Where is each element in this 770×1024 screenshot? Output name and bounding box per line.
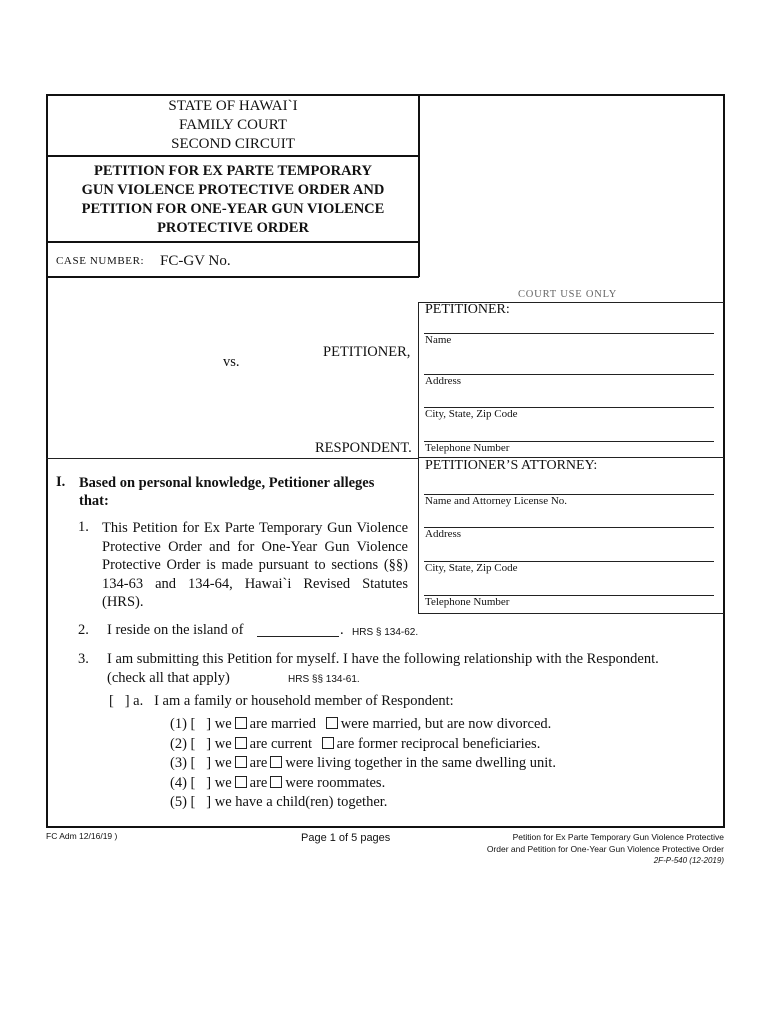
attorney-phone-label: Telephone Number xyxy=(425,596,510,608)
option-text: are xyxy=(249,774,268,791)
option-text: were roommates. xyxy=(285,774,386,791)
checkbox-icon[interactable] xyxy=(270,776,282,788)
header-divider-3 xyxy=(46,276,419,278)
relationship-option-2 xyxy=(170,735,556,755)
petitioner-phone-label: Telephone Number xyxy=(425,442,510,454)
form-right-border xyxy=(723,94,725,826)
option-checkbox[interactable]: [ ] xyxy=(190,735,212,752)
item3-text: I am submitting this Petition for myself. I have the following relationship with the Respondent. xyxy=(107,651,659,667)
petitioner-address-label: Address xyxy=(425,375,462,387)
item3-statute-ref: HRS §§ 134-61. xyxy=(288,674,360,685)
form-top-border xyxy=(46,94,724,96)
header-divider-2 xyxy=(46,241,419,243)
item1-line: Protective Order is made pursuant to sections (§§) xyxy=(102,557,408,573)
footer-title-line: Order and Petition for One-Year Gun Violence Protective Order xyxy=(486,844,724,854)
option-number: (5) xyxy=(170,794,187,810)
option-number: (3) xyxy=(170,755,187,771)
item1-text xyxy=(102,519,408,612)
section-numeral: I. xyxy=(56,474,66,490)
court-header xyxy=(48,97,418,154)
item1-line: (HRS). xyxy=(102,594,144,610)
option-text: we xyxy=(214,735,232,752)
footer-page-number: Page 1 of 5 pages xyxy=(301,832,391,844)
item1-line: 134-63 and 134-64, Hawai`i Revised Statutes xyxy=(102,575,408,592)
petitioner-name-label: Name xyxy=(425,334,452,346)
header-divider-1 xyxy=(46,155,419,157)
petitioner-box-title: PETITIONER: xyxy=(425,302,510,317)
item2-period: . xyxy=(340,622,344,638)
petitioner-city-label: City, State, Zip Code xyxy=(425,408,518,420)
checkbox-icon[interactable] xyxy=(326,717,338,729)
option-a[interactable]: [ ] a. I am a family or household member of Respondent: xyxy=(109,693,454,709)
relationship-option-5 xyxy=(170,793,556,813)
vs-label: vs. xyxy=(223,354,240,370)
document-title xyxy=(48,162,418,238)
relationship-option-4 xyxy=(170,774,556,794)
checkbox-icon[interactable] xyxy=(235,717,247,729)
attorney-box-bottom xyxy=(418,613,724,614)
name-line[interactable] xyxy=(424,333,714,334)
address-line[interactable] xyxy=(424,374,714,375)
option-text: we xyxy=(214,716,232,732)
section-heading-line: Based on personal knowledge, Petitioner alleges xyxy=(79,475,375,491)
court-name: FAMILY COURT xyxy=(178,117,288,133)
state-name: STATE OF HAWAI`I xyxy=(168,98,298,114)
item1-line: Protective Order and for One-Year Gun Violence xyxy=(102,538,408,555)
checkbox-icon[interactable] xyxy=(235,776,247,788)
parties-bottom-line xyxy=(46,458,419,459)
item3-number: 3. xyxy=(78,651,89,667)
option-number: (4) xyxy=(170,774,187,791)
title-line: PROTECTIVE ORDER xyxy=(157,220,309,236)
title-line: PETITION FOR ONE-YEAR GUN VIOLENCE xyxy=(81,201,385,217)
option-text: are current xyxy=(249,735,313,752)
option-text: were living together in the same dwelling unit. xyxy=(285,755,556,771)
option-text: are former reciprocal beneficiaries. xyxy=(336,735,541,752)
checkbox-icon[interactable] xyxy=(270,756,282,768)
checkbox-icon[interactable] xyxy=(322,737,334,749)
item2-number: 2. xyxy=(78,622,89,638)
attorney-address-line[interactable] xyxy=(424,527,714,528)
item3-check-all: (check all that apply) xyxy=(107,670,230,686)
option-number: (2) xyxy=(170,735,187,752)
respondent-label: RESPONDENT. xyxy=(315,440,412,456)
checkbox-icon[interactable] xyxy=(235,756,247,768)
option-checkbox[interactable]: [ ] xyxy=(190,794,212,810)
attorney-box-title: PETITIONER’S ATTORNEY: xyxy=(425,458,598,473)
option-checkbox[interactable]: [ ] xyxy=(190,716,212,732)
court-use-only-label: COURT USE ONLY xyxy=(518,289,618,300)
option-checkbox[interactable]: [ ] xyxy=(190,755,212,771)
option-text: we xyxy=(214,755,232,771)
footer-form-code: FC Adm 12/16/19 ) xyxy=(46,831,118,841)
circuit-name: SECOND CIRCUIT xyxy=(171,136,295,152)
section-heading xyxy=(79,474,374,510)
option-text: we xyxy=(214,774,232,791)
form-bottom-border xyxy=(46,826,725,828)
petitioner-label: PETITIONER, xyxy=(323,344,411,360)
option-text: are married xyxy=(249,716,317,732)
item1-number: 1. xyxy=(78,519,89,535)
relationship-options xyxy=(170,715,556,813)
checkbox-icon[interactable] xyxy=(235,737,247,749)
header-column-divider xyxy=(418,94,420,277)
attorney-name-label: Name and Attorney License No. xyxy=(425,495,568,507)
item1-line: This Petition for Ex Parte Temporary Gun Violence xyxy=(102,520,408,536)
option-text: we have a child(ren) together. xyxy=(214,794,388,810)
item2-text: I reside on the island of xyxy=(107,622,244,638)
title-line: GUN VIOLENCE PROTECTIVE ORDER AND xyxy=(81,182,385,198)
section-heading-line: that: xyxy=(79,493,109,509)
case-number-label: CASE NUMBER: xyxy=(56,255,145,267)
title-line: PETITION FOR EX PARTE TEMPORARY xyxy=(94,163,372,179)
footer-title-line: Petition for Ex Parte Temporary Gun Violence Protective xyxy=(512,832,724,842)
island-input[interactable] xyxy=(257,636,339,637)
attorney-city-label: City, State, Zip Code xyxy=(425,562,518,574)
option-text: were married, but are now divorced. xyxy=(340,716,552,732)
relationship-option-1 xyxy=(170,715,556,735)
option-text: are xyxy=(249,755,268,771)
relationship-option-3 xyxy=(170,754,556,774)
item2-statute-ref: HRS § 134-62. xyxy=(352,627,419,638)
footer-form-title xyxy=(440,831,724,855)
case-number-value[interactable]: FC-GV No. xyxy=(160,253,231,269)
option-checkbox[interactable]: [ ] xyxy=(190,774,212,791)
option-number: (1) xyxy=(170,716,187,732)
footer-form-number: 2F-P-540 (12-2019) xyxy=(653,856,724,865)
attorney-address-label: Address xyxy=(425,528,462,540)
